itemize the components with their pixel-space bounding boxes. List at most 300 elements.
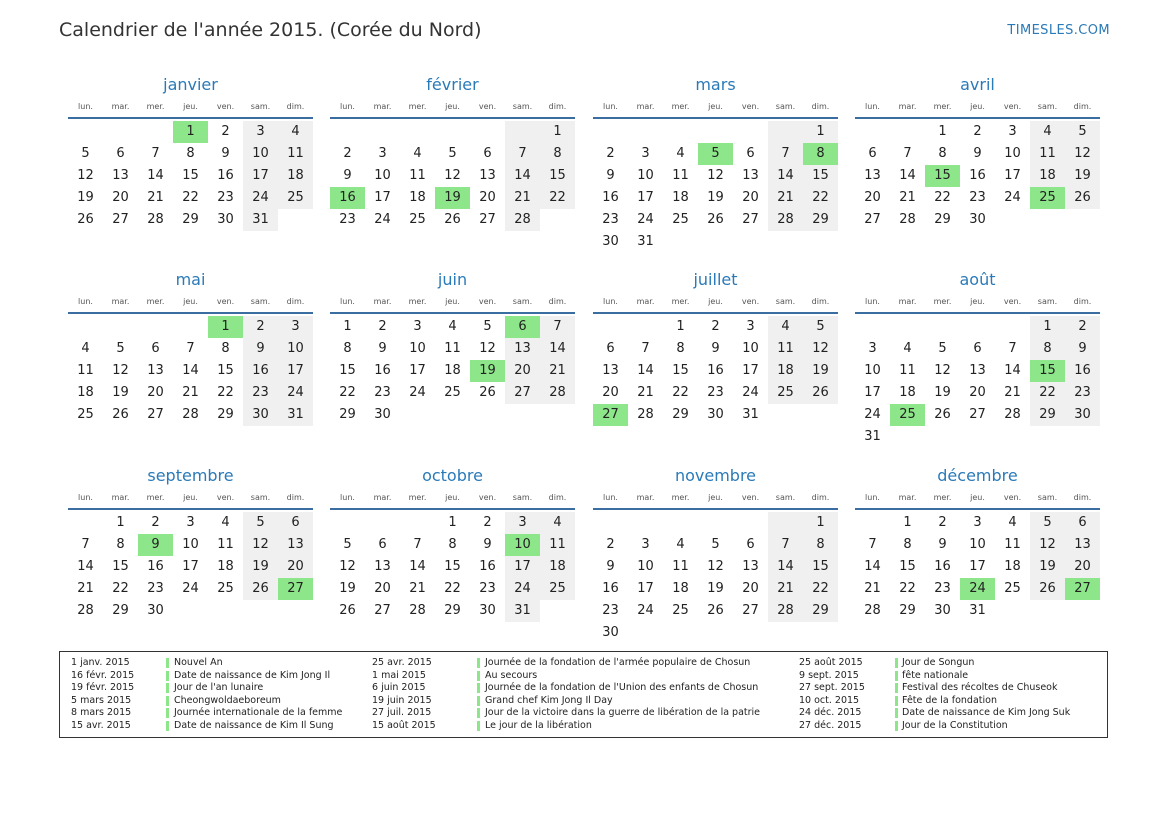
month-9	[330, 466, 575, 622]
empty-cell	[173, 316, 208, 338]
day-cell: 3	[278, 316, 313, 338]
weekday-label: sam.	[250, 493, 271, 502]
weekday-label: sam.	[1037, 102, 1058, 111]
month-1	[330, 75, 575, 231]
empty-cell	[855, 121, 890, 143]
month-name: octobre	[422, 466, 483, 485]
legend-row	[71, 695, 401, 708]
empty-cell	[663, 622, 698, 644]
holiday-date: 25 avr. 2015	[372, 657, 432, 668]
day-cell: 12	[934, 363, 951, 378]
day-cell: 9	[1065, 338, 1100, 360]
day-cell: 4	[903, 341, 912, 356]
weekday-label: jeu.	[183, 297, 198, 306]
weekday-label: mer.	[146, 102, 165, 111]
day-cell: 26	[934, 407, 951, 422]
day-cell: 7	[868, 537, 877, 552]
empty-cell	[698, 121, 733, 143]
day-cell: 28	[1004, 407, 1021, 422]
day-cell: 27	[112, 212, 129, 227]
day-cell: 15	[1030, 360, 1065, 382]
day-cell: 20	[1065, 556, 1100, 578]
day-cell: 22	[444, 581, 461, 596]
day-cell: 27	[742, 212, 759, 227]
day-grid	[330, 316, 575, 426]
month-10	[593, 466, 838, 644]
weekday-label: jeu.	[445, 493, 460, 502]
day-cell: 17	[742, 363, 759, 378]
weekday-header	[593, 100, 838, 119]
day-cell: 18	[768, 360, 803, 382]
day-cell: 30	[602, 625, 619, 640]
day-cell: 12	[339, 559, 356, 574]
empty-cell	[733, 121, 768, 143]
day-cell: 26	[339, 603, 356, 618]
day-cell: 21	[864, 581, 881, 596]
day-cell: 30	[479, 603, 496, 618]
day-cell: 25	[890, 404, 925, 426]
day-cell: 22	[803, 187, 838, 209]
empty-cell	[68, 316, 103, 338]
weekday-label: ven.	[216, 297, 235, 306]
empty-cell	[995, 209, 1030, 231]
weekday-header	[855, 491, 1100, 510]
day-cell: 29	[1030, 404, 1065, 426]
day-cell: 2	[1065, 316, 1100, 338]
holiday-marker	[166, 671, 169, 681]
month-name: juin	[437, 270, 468, 289]
day-cell: 2	[378, 319, 387, 334]
day-cell: 7	[768, 534, 803, 556]
day-cell: 24	[374, 212, 391, 227]
empty-cell	[768, 622, 803, 644]
day-cell: 24	[742, 385, 759, 400]
holiday-name: Date de naissance de Kim Il Sung	[174, 719, 334, 731]
holiday-date: 8 mars 2015	[71, 707, 132, 719]
day-cell: 1	[343, 319, 352, 334]
empty-cell	[1065, 426, 1100, 448]
holiday-name: Jour de la victoire dans la guerre de libération de la patrie	[485, 707, 761, 719]
day-cell: 24	[243, 187, 278, 209]
day-cell: 14	[899, 168, 916, 183]
holiday-name: Jour de Songun	[902, 657, 975, 668]
day-cell: 30	[934, 603, 951, 618]
holiday-name: Date de naissance de Kim Jong Suk	[902, 707, 1071, 719]
weekday-label: jeu.	[183, 493, 198, 502]
day-cell: 4	[413, 146, 422, 161]
weekday-label: mer.	[671, 297, 690, 306]
day-cell: 27	[1065, 578, 1100, 600]
empty-cell	[330, 512, 365, 534]
weekday-label: sam.	[512, 297, 533, 306]
day-cell: 3	[868, 341, 877, 356]
empty-cell	[733, 622, 768, 644]
day-cell: 1	[208, 316, 243, 338]
empty-cell	[733, 231, 768, 253]
day-cell: 3	[641, 537, 650, 552]
weekday-label: jeu.	[708, 102, 723, 111]
empty-cell	[925, 316, 960, 338]
holiday-marker	[166, 696, 169, 706]
day-cell: 11	[1030, 143, 1065, 165]
day-cell: 30	[707, 407, 724, 422]
day-cell: 4	[768, 316, 803, 338]
month-name: décembre	[937, 466, 1018, 485]
day-cell: 28	[182, 407, 199, 422]
holiday-date: 10 oct. 2015	[799, 694, 860, 706]
day-grid	[68, 121, 313, 231]
empty-cell	[138, 121, 173, 143]
day-cell: 19	[707, 190, 724, 205]
empty-cell	[138, 316, 173, 338]
day-cell: 13	[969, 363, 986, 378]
day-cell: 21	[182, 385, 199, 400]
day-cell: 23	[217, 190, 234, 205]
weekday-label: mer.	[408, 102, 427, 111]
day-cell: 27	[864, 212, 881, 227]
day-cell: 25	[1030, 187, 1065, 209]
day-cell: 23	[707, 385, 724, 400]
empty-cell	[803, 622, 838, 644]
weekday-label: lun.	[603, 493, 618, 502]
day-cell: 18	[899, 385, 916, 400]
day-cell: 21	[505, 187, 540, 209]
day-cell: 29	[803, 209, 838, 231]
day-cell: 19	[803, 360, 838, 382]
legend-row	[71, 682, 401, 695]
weekday-label: mar.	[636, 493, 655, 502]
day-cell: 18	[1030, 165, 1065, 187]
empty-cell	[330, 121, 365, 143]
day-cell: 18	[672, 581, 689, 596]
holiday-marker	[477, 696, 480, 706]
day-cell: 26	[1065, 187, 1100, 209]
day-cell: 22	[1030, 382, 1065, 404]
day-cell: 6	[505, 316, 540, 338]
day-cell: 26	[1030, 578, 1065, 600]
day-cell: 9	[938, 537, 947, 552]
day-cell: 14	[409, 559, 426, 574]
day-cell: 28	[864, 603, 881, 618]
day-cell: 29	[182, 212, 199, 227]
day-cell: 3	[186, 515, 195, 530]
day-cell: 5	[243, 512, 278, 534]
day-cell: 23	[1065, 382, 1100, 404]
day-cell: 6	[278, 512, 313, 534]
day-cell: 5	[803, 316, 838, 338]
weekday-label: dim.	[811, 102, 830, 111]
empty-cell	[960, 316, 995, 338]
holiday-marker	[895, 683, 898, 693]
day-cell: 2	[483, 515, 492, 530]
weekday-label: dim.	[1073, 493, 1092, 502]
day-cell: 2	[221, 124, 230, 139]
day-cell: 15	[217, 363, 234, 378]
empty-cell	[540, 209, 575, 231]
holiday-date: 27 déc. 2015	[799, 719, 862, 731]
day-cell: 1	[448, 515, 457, 530]
day-cell: 1	[803, 512, 838, 534]
day-cell: 1	[173, 121, 208, 143]
day-cell: 26	[479, 385, 496, 400]
legend-row	[372, 670, 702, 683]
month-name: février	[426, 75, 479, 94]
day-cell: 22	[112, 581, 129, 596]
day-cell: 19	[339, 581, 356, 596]
day-cell: 24	[505, 578, 540, 600]
empty-cell	[960, 426, 995, 448]
day-cell: 17	[182, 559, 199, 574]
day-cell: 24	[637, 603, 654, 618]
day-cell: 12	[1030, 534, 1065, 556]
day-cell: 16	[330, 187, 365, 209]
day-cell: 25	[444, 385, 461, 400]
weekday-label: ven.	[216, 102, 235, 111]
weekday-label: mer.	[146, 493, 165, 502]
day-cell: 3	[1008, 124, 1017, 139]
site-brand-link[interactable]: TIMESLES.COM	[1007, 23, 1110, 38]
empty-cell	[278, 209, 313, 231]
day-cell: 6	[973, 341, 982, 356]
day-cell: 31	[505, 600, 540, 622]
month-4	[68, 270, 313, 426]
legend-row	[372, 720, 702, 733]
day-cell: 12	[707, 559, 724, 574]
weekday-label: mer.	[671, 493, 690, 502]
weekday-label: lun.	[340, 102, 355, 111]
day-cell: 19	[112, 385, 129, 400]
weekday-label: lun.	[865, 102, 880, 111]
day-cell: 23	[602, 603, 619, 618]
empty-cell	[663, 231, 698, 253]
day-cell: 12	[479, 341, 496, 356]
day-cell: 27	[969, 407, 986, 422]
day-cell: 8	[343, 341, 352, 356]
holiday-marker	[477, 683, 480, 693]
day-cell: 2	[938, 515, 947, 530]
day-cell: 8	[186, 146, 195, 161]
weekday-label: jeu.	[970, 102, 985, 111]
empty-cell	[505, 121, 540, 143]
weekday-label: ven.	[741, 493, 760, 502]
day-cell: 4	[1008, 515, 1017, 530]
weekday-label: jeu.	[970, 493, 985, 502]
month-name: août	[959, 270, 996, 289]
page-title: Calendrier de l'année 2015. (Corée du Nord)	[59, 19, 482, 41]
day-cell: 16	[969, 168, 986, 183]
day-cell: 25	[409, 212, 426, 227]
legend-column	[71, 657, 401, 733]
day-cell: 17	[374, 190, 391, 205]
holiday-date: 5 mars 2015	[71, 694, 132, 706]
legend-row	[71, 657, 401, 670]
day-cell: 4	[221, 515, 230, 530]
day-cell: 30	[1065, 404, 1100, 426]
day-cell: 10	[278, 338, 313, 360]
day-cell: 6	[483, 146, 492, 161]
day-cell: 24	[278, 382, 313, 404]
day-cell: 10	[637, 168, 654, 183]
day-cell: 30	[969, 212, 986, 227]
day-cell: 1	[1030, 316, 1065, 338]
empty-cell	[470, 121, 505, 143]
day-cell: 17	[637, 190, 654, 205]
day-cell: 8	[116, 537, 125, 552]
day-cell: 19	[707, 581, 724, 596]
day-cell: 31	[864, 429, 881, 444]
legend-row	[799, 657, 1129, 670]
day-cell: 9	[973, 146, 982, 161]
day-cell: 8	[1030, 338, 1065, 360]
weekday-label: dim.	[286, 493, 305, 502]
day-cell: 27	[278, 578, 313, 600]
day-cell: 4	[278, 121, 313, 143]
holiday-name: Le jour de la libération	[485, 719, 592, 731]
month-2	[593, 75, 838, 253]
weekday-label: jeu.	[183, 102, 198, 111]
holiday-name: Jour de l'an lunaire	[174, 682, 264, 694]
weekday-label: dim.	[548, 297, 567, 306]
day-cell: 18	[540, 556, 575, 578]
day-cell: 17	[1004, 168, 1021, 183]
day-cell: 25	[540, 578, 575, 600]
day-cell: 10	[637, 559, 654, 574]
holiday-marker	[895, 658, 898, 668]
day-cell: 10	[505, 534, 540, 556]
day-cell: 29	[339, 407, 356, 422]
day-cell: 25	[672, 603, 689, 618]
holiday-name: Journée de la fondation de l'armée populaire de Chosun	[485, 657, 751, 668]
day-cell: 17	[243, 165, 278, 187]
month-3	[855, 75, 1100, 231]
empty-cell	[890, 121, 925, 143]
weekday-label: mar.	[111, 102, 130, 111]
empty-cell	[1030, 600, 1065, 622]
day-cell: 22	[540, 187, 575, 209]
day-cell: 31	[969, 603, 986, 618]
day-cell: 18	[1004, 559, 1021, 574]
day-cell: 14	[864, 559, 881, 574]
weekday-label: sam.	[250, 297, 271, 306]
weekday-label: mar.	[111, 493, 130, 502]
weekday-label: dim.	[811, 297, 830, 306]
day-cell: 30	[374, 407, 391, 422]
day-cell: 19	[435, 187, 470, 209]
day-cell: 23	[374, 385, 391, 400]
weekday-label: mar.	[898, 102, 917, 111]
day-cell: 5	[343, 537, 352, 552]
day-grid	[593, 316, 838, 426]
empty-cell	[365, 121, 400, 143]
holiday-legend	[59, 651, 1108, 738]
day-cell: 18	[409, 190, 426, 205]
holiday-name: Festival des récoltes de Chuseok	[902, 682, 1058, 694]
weekday-label: lun.	[865, 297, 880, 306]
empty-cell	[628, 512, 663, 534]
day-cell: 30	[602, 234, 619, 249]
holiday-name: Au secours	[485, 669, 538, 681]
day-cell: 3	[973, 515, 982, 530]
day-cell: 7	[540, 316, 575, 338]
day-cell: 26	[444, 212, 461, 227]
holiday-name: Journée de la fondation de l'Union des enfants de Chosun	[485, 682, 759, 694]
day-cell: 17	[864, 385, 881, 400]
day-cell: 28	[540, 382, 575, 404]
weekday-label: lun.	[603, 297, 618, 306]
holiday-date: 1 mai 2015	[372, 669, 426, 681]
day-cell: 6	[378, 537, 387, 552]
weekday-label: mar.	[373, 493, 392, 502]
weekday-header	[593, 491, 838, 510]
holiday-name: Cheongwoldaeboreum	[174, 694, 281, 706]
holiday-name: Grand chef Kim Jong Il Day	[485, 694, 613, 706]
weekday-label: ven.	[1003, 493, 1022, 502]
weekday-label: ven.	[478, 297, 497, 306]
day-cell: 5	[698, 143, 733, 165]
weekday-label: dim.	[286, 102, 305, 111]
legend-column	[799, 657, 1129, 733]
empty-cell	[278, 600, 313, 622]
day-cell: 29	[217, 407, 234, 422]
day-cell: 25	[1004, 581, 1021, 596]
day-cell: 4	[81, 341, 90, 356]
legend-row	[372, 657, 751, 670]
day-cell: 18	[77, 385, 94, 400]
day-cell: 4	[540, 512, 575, 534]
day-cell: 29	[672, 407, 689, 422]
weekday-header	[855, 295, 1100, 314]
month-name: mars	[695, 75, 736, 94]
empty-cell	[593, 121, 628, 143]
empty-cell	[995, 426, 1030, 448]
day-cell: 20	[112, 190, 129, 205]
day-cell: 2	[243, 316, 278, 338]
holiday-date: 24 déc. 2015	[799, 707, 862, 719]
empty-cell	[173, 600, 208, 622]
empty-cell	[400, 512, 435, 534]
empty-cell	[593, 512, 628, 534]
day-cell: 9	[711, 341, 720, 356]
day-cell: 22	[672, 385, 689, 400]
day-cell: 29	[899, 603, 916, 618]
day-cell: 22	[899, 581, 916, 596]
day-cell: 18	[444, 363, 461, 378]
day-cell: 8	[221, 341, 230, 356]
day-cell: 20	[374, 581, 391, 596]
day-cell: 14	[1004, 363, 1021, 378]
legend-row	[71, 720, 401, 733]
day-cell: 7	[413, 537, 422, 552]
day-cell: 29	[934, 212, 951, 227]
weekday-label: ven.	[1003, 297, 1022, 306]
day-cell: 14	[768, 556, 803, 578]
weekday-label: sam.	[1037, 297, 1058, 306]
day-cell: 28	[637, 407, 654, 422]
day-grid	[330, 121, 575, 231]
empty-cell	[768, 404, 803, 426]
holiday-date: 15 août 2015	[372, 719, 436, 731]
empty-cell	[890, 316, 925, 338]
day-cell: 16	[243, 360, 278, 382]
day-cell: 17	[505, 556, 540, 578]
empty-cell	[208, 600, 243, 622]
day-cell: 27	[593, 404, 628, 426]
day-cell: 10	[1004, 146, 1021, 161]
weekday-label: mer.	[671, 102, 690, 111]
legend-row	[799, 720, 1129, 733]
empty-cell	[68, 121, 103, 143]
day-cell: 8	[903, 537, 912, 552]
